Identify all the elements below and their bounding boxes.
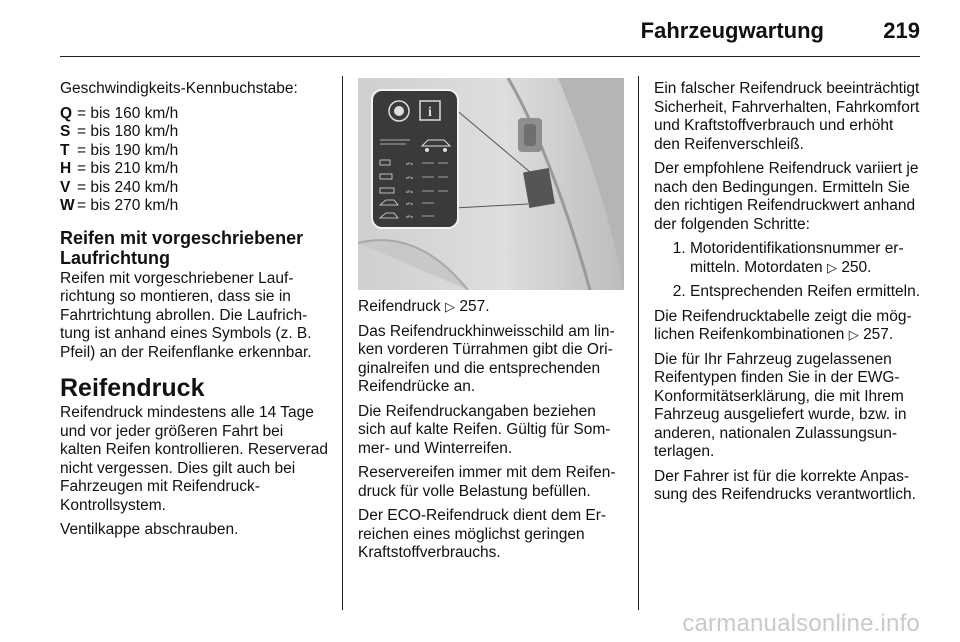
speed-letter: T [60,141,70,159]
reference-label: Reifendruck [358,298,441,315]
speed-row [60,142,328,161]
paragraph-pressure-table [654,308,922,345]
column-divider-2 [638,76,639,610]
speed-value: = bis 210 km/h [77,160,179,177]
paragraph-label-location: Das Reifendruckhinweisschild am linken vorderen Türrahmen gibt die Originalreifen und die entsprechenden Reifendrücke an. [358,322,615,395]
column-middle [358,298,624,569]
paragraph-eco-pressure: Der ECO-Reifendruck dient dem Erreichen eines möglichst geringen Kraftstoffverbrauchs. [358,507,607,561]
paragraph-driver-responsibility: Der Fahrer ist für die korrekte Anpassung des Reifendrucks verantwortlich. [654,467,916,503]
reference-arrow-icon: ▷ [848,327,859,342]
column-left [60,80,328,546]
column-divider-1 [342,76,343,610]
speed-value: = bis 190 km/h [77,141,179,159]
steps-list [654,240,922,302]
speed-value: = bis 160 km/h [77,104,179,122]
door-frame-illustration [358,78,624,290]
speed-letter: Q [60,104,73,122]
kpa-label: kPa [406,201,413,206]
kpa-label: kPa [406,189,413,194]
paragraph-wrong-pressure: Ein falscher Reifendruck beeinträchtigt Sicherheit, Fahrverhalten, Fahrkomfort und Kraftstoffverbrauch und erhöht den Reifenverschleiß. [654,80,920,153]
kpa-label: kPa [406,161,413,166]
speed-list [60,105,328,216]
heading-direction: Reifen mit vorgeschriebener Laufrichtung [60,227,304,268]
speed-letter: H [60,160,72,177]
svg-text:i: i [428,105,432,120]
speed-row [60,197,328,216]
watermark: carmanualsonline.info [682,610,920,637]
header-rule [60,56,920,57]
reference-page[interactable]: 250. [841,258,872,276]
step-item [690,240,922,277]
speed-letter: V [60,178,71,196]
speed-letter: W [60,197,75,214]
paragraph-direction: Reifen mit vorgeschriebener Laufrichtung so montieren, dass sie in Fahrtrichtung abrollen. Die Laufrichtung ist anhand eines Symbols (z. B. Pfeil) an der Reifenflanke erkennbar. [60,269,312,361]
heading-tyre-pressure: Reifendruck [60,374,205,402]
reference-arrow-icon: ▷ [445,299,456,314]
paragraph-valve-cap: Ventilkappe abschrauben. [60,521,239,538]
tyre-pressure-label-figure [358,78,624,290]
speed-intro: Geschwindigkeits-Kennbuchstabe: [60,80,298,97]
kpa-label: kPa [406,175,413,180]
kpa-label: kPa [406,214,413,219]
paragraph-text: Die Reifendrucktabelle zeigt die möglichen Reifenkombinationen [654,307,912,343]
speed-row [60,160,328,179]
paragraph-approved-tyres: Die für Ihr Fahrzeug zugelassenen Reifentypen finden Sie in der EWG-Konformitätserklärung, die mit Ihrem Fahrzeug ausgeliefert wurde, bzw. in anderen, nationalen Zulassungsunterlagen. [654,350,907,460]
speed-row [60,123,328,142]
speed-letter: S [60,123,71,140]
reference-page[interactable]: 257. [863,326,894,343]
paragraph-recommended: Der empfohlene Reifendruck variiert je nach den Bedingungen. Ermitteln Sie den richtigen Reifendruckwert anhand der folgenden Schritte: [654,160,919,233]
speed-row [60,105,328,124]
step-item [690,283,922,302]
page-header-title: Fahrzeugwartung [640,18,824,43]
speed-value: = bis 270 km/h [77,197,179,214]
step-text: Entsprechenden Reifen ermitteln. [690,283,921,300]
speed-row [60,179,328,198]
paragraph-cold-tyres: Die Reifendruckangaben beziehen sich auf kalte Reifen. Gültig für Sommer- und Winterreifen. [358,402,611,457]
column-right [654,80,922,511]
step-text: Motoridentifikationsnummer ermitteln. Motordaten [690,240,904,276]
paragraph-pressure-check: Reifendruck mindestens alle 14 Tage und vor jeder größeren Fahrt bei kalten Reifen kontrollieren. Reserverad nicht vergessen. Dies gilt auch bei Fahrzeugen mit Reifendruck-Kontrollsystem. [60,404,328,514]
reference-line [358,298,624,317]
speed-value: = bis 240 km/h [77,178,179,196]
speed-value: = bis 180 km/h [77,123,179,140]
page-number: 219 [883,18,920,43]
paragraph-spare-wheel: Reservereifen immer mit dem Reifendruck für volle Belastung befüllen. [358,464,616,500]
reference-page[interactable]: 257. [459,298,490,315]
reference-arrow-icon: ▷ [827,259,837,275]
